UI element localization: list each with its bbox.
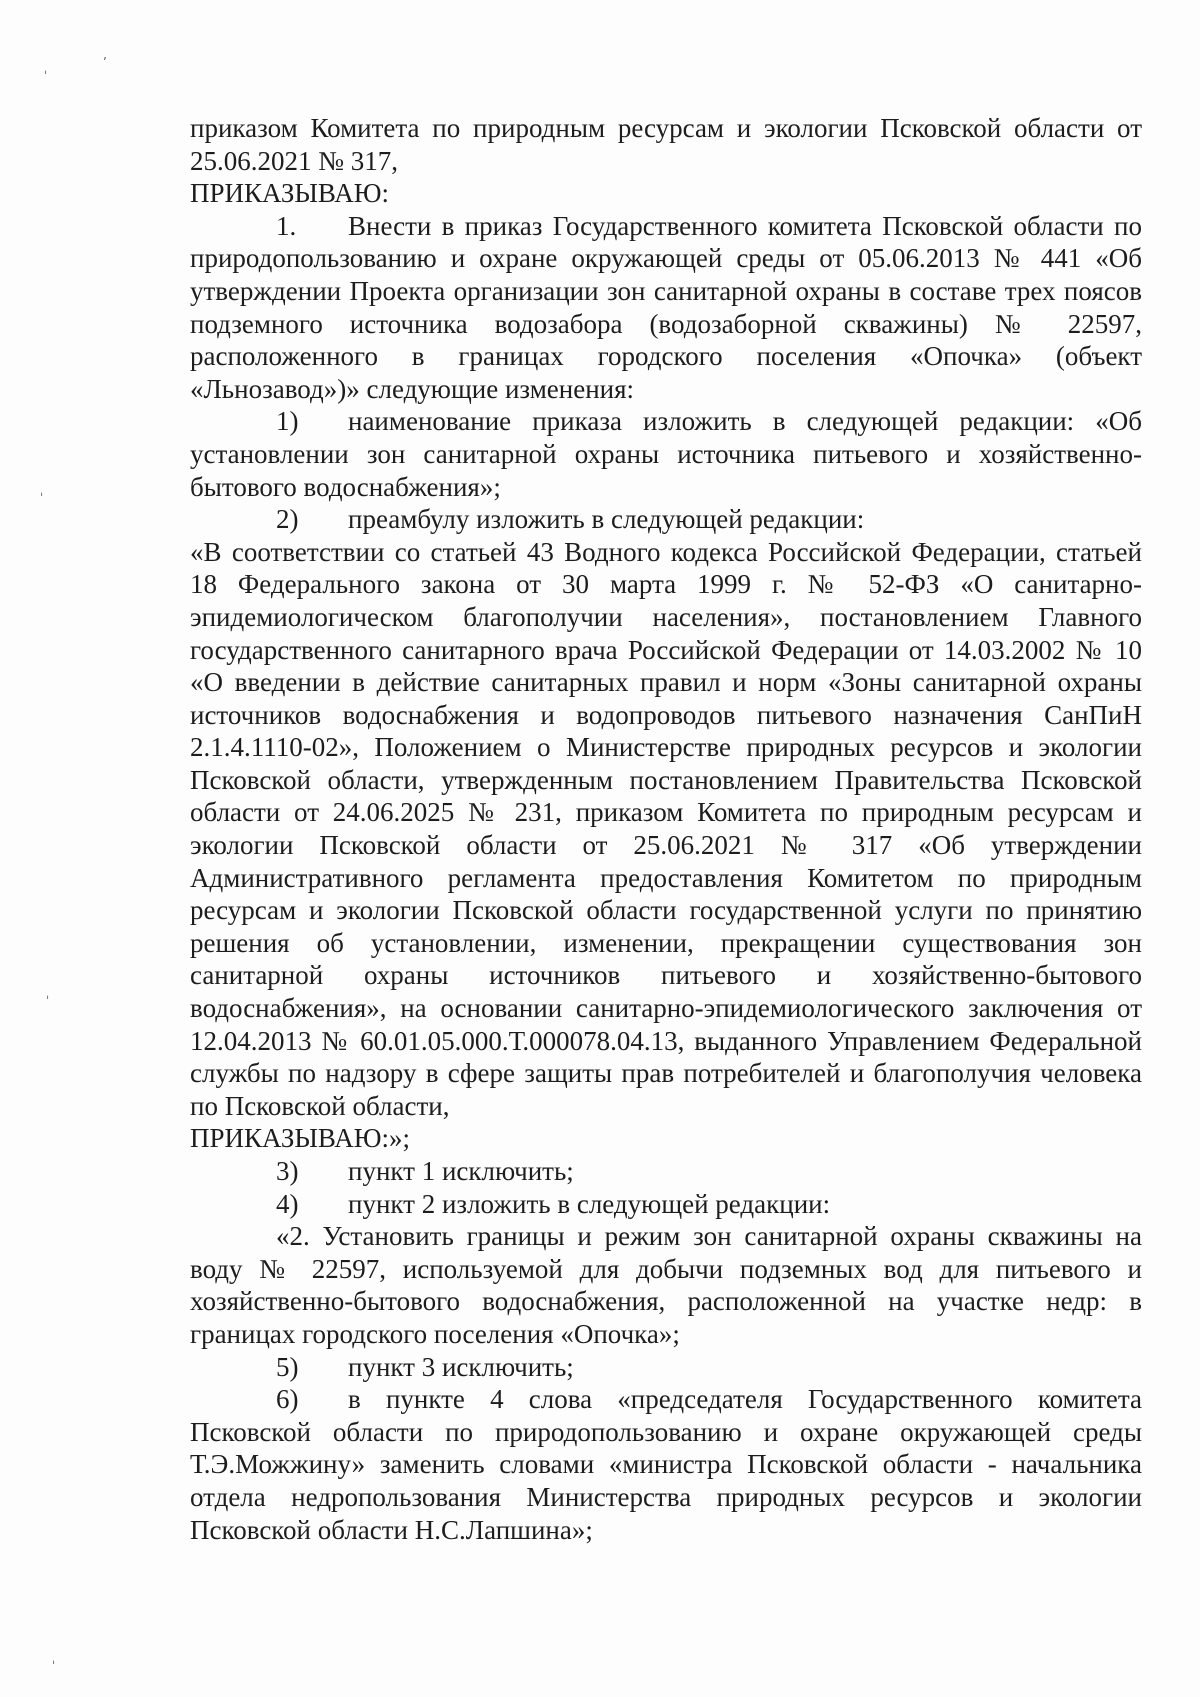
- subitem-6-text: в пункте 4 слова «председателя Государственного комитета Псковской области по природопользованию и охране окружающей среды Т.Э.Можжину» заменить словами «министра Псковской области - начальника отдела недропользования Министерства природных ресурсов и экологии Псковской области Н.С.Лапшина»;: [190, 1384, 1142, 1545]
- subitem-2: [190, 503, 1142, 536]
- subitem-1-number: 1): [276, 406, 299, 437]
- item-1-text: Внести в приказ Государственного комитета Псковской области по природопользованию и охране окружающей среды от 05.06.2013 № 441 «Об утверждении Проекта организации зон санитарной охраны в составе трех поясов подземного источника водозабора (водозаборной скважины) № 22597, расположенного в границах городского поселения «Опочка» (объект «Льнозавод»)» следующие изменения:: [190, 210, 1142, 404]
- order-word: ПРИКАЗЫВАЮ:: [190, 178, 389, 209]
- subitem-5-number: 5): [276, 1351, 299, 1382]
- subitem-2-text: преамбулу изложить в следующей редакции:: [348, 504, 865, 535]
- subitem-2-number: 2): [276, 504, 299, 535]
- subitem-3-text: пункт 1 исключить;: [348, 1156, 574, 1186]
- subitem-4-text: пункт 2 изложить в следующей редакции:: [348, 1188, 831, 1219]
- subitem-3: [190, 1155, 1142, 1188]
- subitem-1: [190, 405, 1142, 503]
- document-body: [190, 112, 1142, 1546]
- subitem-5-text: пункт 3 исключить;: [348, 1351, 574, 1382]
- subitem-6-number: 6): [276, 1384, 299, 1415]
- intro-paragraph: приказом Комитета по природным ресурсам и экологии Псковской области от 25.06.2021 № 317,: [190, 113, 1142, 176]
- subitem-3-number: 3): [276, 1156, 299, 1186]
- scan-speck: ˈ: [46, 994, 50, 1008]
- subitem-1-text: наименование приказа изложить в следующей редакции: «Об установлении зон санитарной охраны источника питьевого и хозяйственно-бытового водоснабжения»;: [190, 406, 1142, 502]
- preamble-paragraph: «В соответствии со статьей 43 Водного кодекса Российской Федерации, статьей 18 Федерального закона от 30 марта 1999 г. № 52-ФЗ «О санитарно-эпидемиологическом благополучии населения», постановлением Главного государственного санитарного врача Российской Федерации от 14.03.2002 № 10 «О введении в действие санитарных правил и норм «Зоны санитарной охраны источников водоснабжения и водопроводов питьевого назначения СанПиН 2.1.4.1110-02», Положением о Министерстве природных ресурсов и экологии Псковской области, утвержденным постановлением Правительства Псковской области от 24.06.2025 № 231, приказом Комитета по природным ресурсам и экологии Псковской области от 25.06.2021 № 317 «Об утверждении Административного регламента предоставления Комитетом по природным ресурсам и экологии Псковской области государственной услуги по принятию решения об установлении, изменении, прекращении существования зон санитарной охраны источников питьевого и хозяйственно-бытового водоснабжения», на основании санитарно-эпидемиологического заключения от 12.04.2013 № 60.01.05.000.Т.000078.04.13, выданного Управлением Федеральной службы по надзору в сфере защиты прав потребителей и благополучия человека по Псковской области,: [190, 536, 1142, 1121]
- item-1: [190, 210, 1142, 406]
- preamble-order-word: ПРИКАЗЫВАЮ:»;: [190, 1123, 410, 1154]
- subitem-4: [190, 1188, 1142, 1221]
- scan-speck: ˈ: [44, 69, 48, 83]
- scan-speck: ˈ: [52, 1659, 56, 1673]
- scan-speck: ʼ: [103, 55, 107, 69]
- subitem-4-number: 4): [276, 1188, 299, 1219]
- point-2-paragraph: «2. Установить границы и режим зон санитарной охраны скважины на воду № 22597, используемой для добычи подземных вод для питьевого и хозяйственно-бытового водоснабжения, расположенной на участке недр: в границах городского поселения «Опочка»;: [190, 1221, 1142, 1349]
- subitem-6: [190, 1383, 1142, 1546]
- item-1-number: 1.: [276, 210, 297, 241]
- subitem-5: [190, 1351, 1142, 1384]
- scan-speck: ˈ: [40, 491, 44, 505]
